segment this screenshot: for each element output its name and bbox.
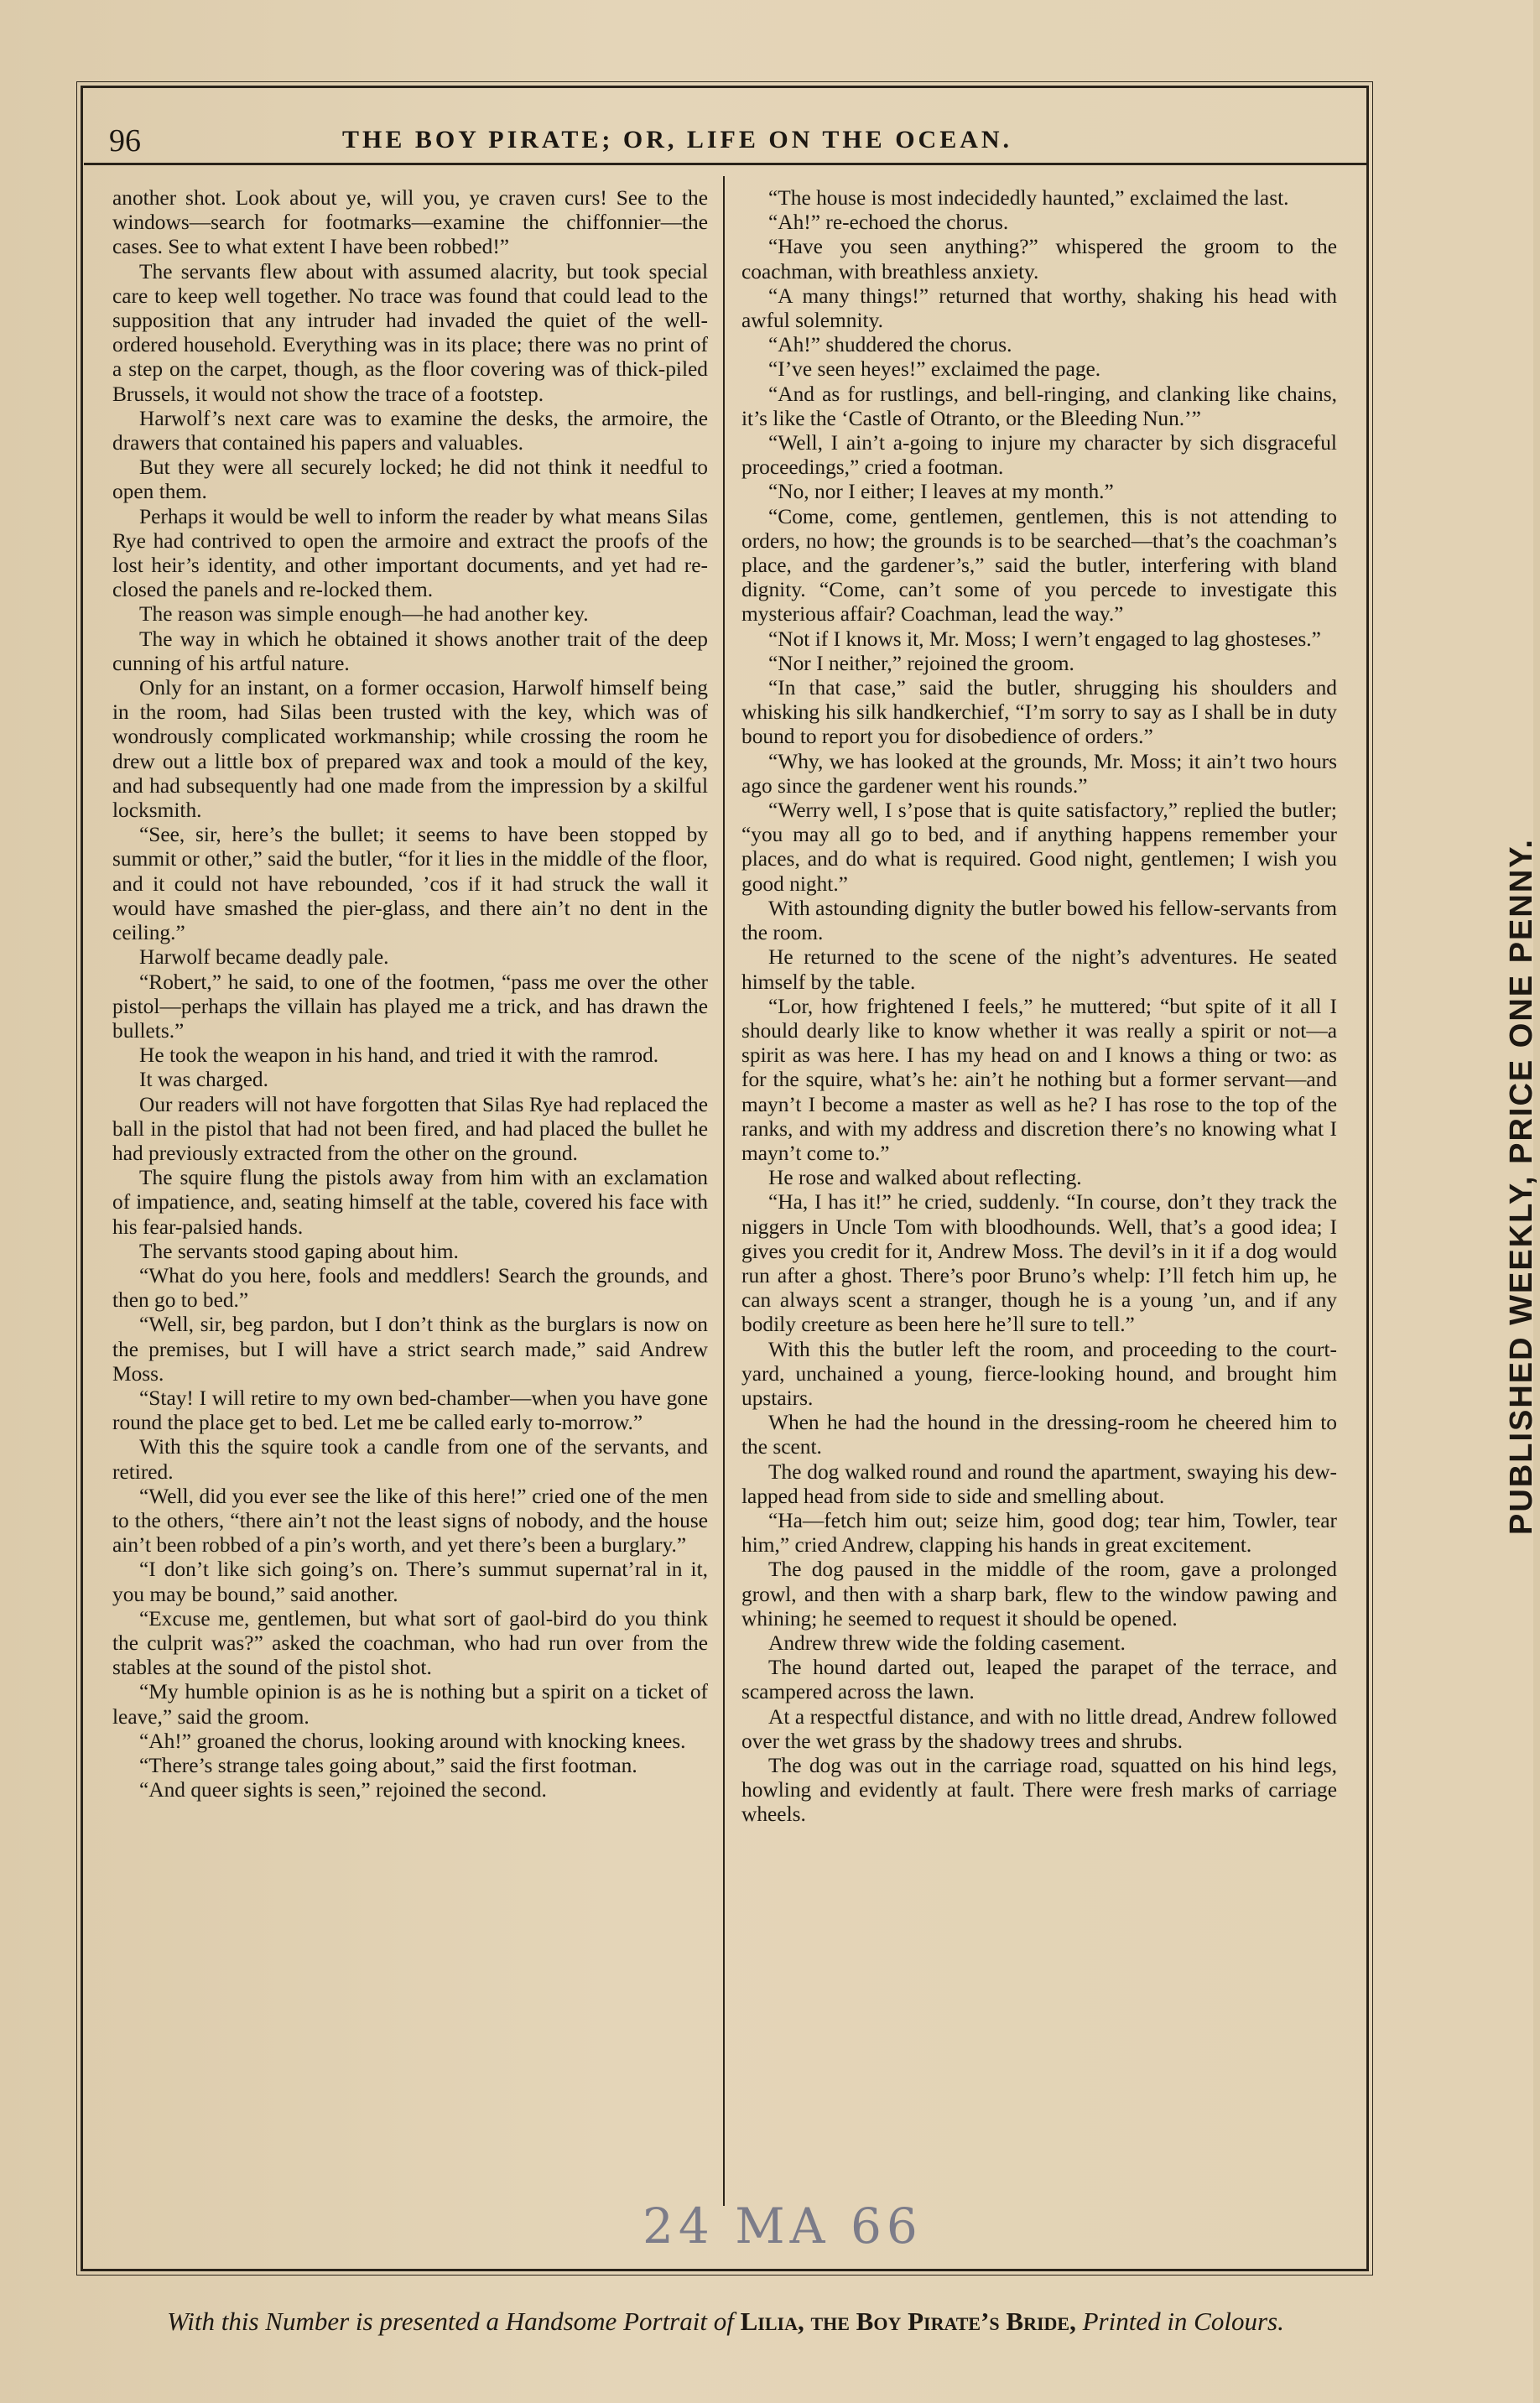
paragraph: “See, sir, here’s the bullet; it seems to have been stopped by summit or other,” said the butler, “for it lies in the middle of the floor, and it could not have rebounded, ’cos if it had struck the wall it would have smashed the pier-glass, and there ain’t no dent in the ceiling.” [112,823,708,945]
paragraph: “Not if I knows it, Mr. Moss; I wern’t engaged to lag ghosteses.” [768,627,1321,651]
paragraph: But they were all securely locked; he did not think it needful to open them. [112,455,708,504]
paragraph: The hound darted out, leaped the parapet of the terrace, and scampered across the lawn. [741,1656,1337,1704]
paragraph: “Excuse me, gentlemen, but what sort of gaol-bird do you think the culprit was?” asked the coachman, who had run over from the stables at the sound of the pistol shot. [112,1606,708,1680]
paragraph: “Well, I ain’t a-going to injure my character by sich disgraceful proceedings,” cried a footman. [741,431,1337,480]
paragraph: “Werry well, I s’pose that is quite satisfactory,” replied the butler; “you may all go to bed, and if anything happens remember your places, and do what is required. Good night, gentlemen; I wish you good night.” [741,798,1337,896]
paragraph: Andrew threw wide the folding casement. [768,1631,1126,1655]
paragraph: “Ah!” groaned the chorus, looking around with knocking knees. [139,1729,686,1753]
paragraph: “No, nor I either; I leaves at my month.” [768,480,1114,504]
paragraph: Harwolf became deadly pale. [139,945,389,970]
paragraph: “Come, come, gentlemen, gentlemen, this is not attending to orders, no how; the grounds is to be searched—that’s the coachman’s place, and the gardener’s,” said the butler, interfering with bland dignity. “Come, can’t some of you percede to investigate this mysterious affair? Coachman, lead the way.” [741,504,1337,627]
paragraph: With this the squire took a candle from one of the servants, and retired. [112,1435,708,1484]
paragraph: “A many things!” returned that worthy, shaking his head with awful solemnity. [741,283,1337,333]
paragraph: At a respectful distance, and with no little dread, Andrew followed over the wet grass by the shadowy trees and shrubs. [741,1704,1337,1753]
paragraph: He rose and walked about reflecting. [768,1166,1082,1190]
paragraph: “Ah!” re-echoed the chorus. [768,211,1009,235]
paragraph: Our readers will not have forgotten that Silas Rye had replaced the ball in the pistol that had not been fired, and had placed the bullet he had previously extracted from the other on the ground. [112,1092,708,1165]
paragraph: “Stay! I will retire to my own bed-chamber—when you have gone round the place get to bed. Let me be called early to-morrow.” [112,1386,708,1435]
paragraph: “Well, did you ever see the like of this here!” cried one of the men to the others, “there ain’t not the least signs of nobody, and the house ain’t been robbed of a pin’s worth, and yet there’s been a burglary.” [112,1484,708,1558]
paragraph: “Ah!” shuddered the chorus. [768,333,1012,357]
paragraph: “Nor I neither,” rejoined the groom. [768,651,1074,675]
paragraph: He took the weapon in his hand, and tried it with the ramrod. [139,1043,659,1068]
paragraph: “I’ve seen heyes!” exclaimed the page. [768,357,1101,382]
paragraph: “And queer sights is seen,” rejoined the second. [139,1778,547,1802]
side-notice: PUBLISHED WEEKLY, PRICE ONE PENNY. [1504,838,1539,1535]
paragraph: “Why, we has looked at the grounds, Mr. Moss; it ain’t two hours ago since the gardener went his rounds.” [741,749,1337,798]
column-divider [723,176,725,2206]
paragraph: The servants flew about with assumed alacrity, but took special care to keep well together. No trace was found that could lead to the supposition that any intruder had invaded the quiet of the well-ordered household. Everything was in its place; there was no print of a step on the carpet, though, as the floor covering was of thick-piled Brussels, it would not show the trace of a footstep. [112,259,708,406]
paragraph: With astounding dignity the butler bowed his fellow-servants from the room. [741,896,1337,945]
paragraph: “Lor, how frightened I feels,” he muttered; “but spite of it all I should dearly like to know whether it was really a spirit or not—a spirit as was here. I has my head on and I knows a thing or two: as for the squire, what’s he: ain’t he nothing but a former servant—and mayn’t I become a master as well as he? I has rose to the top of the ranks, and with my address and discretion there’s no knowing what I mayn’t come to.” [741,994,1337,1165]
paragraph: The dog was out in the carriage road, squatted on his hind legs, howling and evidently at fault. There were fresh marks of carriage wheels. [741,1754,1337,1827]
paragraph: He returned to the scene of the night’s adventures. He seated himself by the table. [741,945,1337,994]
paragraph: The dog paused in the middle of the room, gave a prolonged growl, and then with a sharp bark, flew to the window pawing and whining; he seemed to request it should be opened. [741,1558,1337,1631]
footer-notice [67,2305,1384,2338]
paragraph: “In that case,” said the butler, shrugging his shoulders and whisking his silk handkerchief, “I’m sorry to say as I shall be in duty bound to report you for disobedience of orders.” [741,676,1337,749]
paragraph: The servants stood gaping about him. [139,1239,459,1263]
paragraph: “My humble opinion is as he is nothing but a spirit on a ticket of leave,” said the groom. [112,1680,708,1729]
page-number: 96 [109,123,141,159]
paragraph: “The house is most indecidedly haunted,” exclaimed the last. [768,186,1289,210]
paragraph: “There’s strange tales going about,” said the first footman. [139,1754,637,1777]
paragraph: The squire flung the pistols away from him with an exclamation of impatience, and, seating himself at the table, covered his face with his fear-palsied hands. [112,1166,708,1239]
paragraph: Perhaps it would be well to inform the reader by what means Silas Rye had contrived to open the armoire and extract the proofs of the lost heir’s identity, and other important documents, and yet had re-closed the panels and re-locked them. [112,504,708,602]
running-title: THE BOY PIRATE; OR, LIFE ON THE OCEAN. [342,126,1013,153]
paragraph: “What do you here, fools and meddlers! Search the grounds, and then go to bed.” [112,1263,708,1313]
paragraph: “I don’t like sich going’s on. There’s summut supernat’ral in it, you may be bound,” said another. [112,1558,708,1606]
footer-text-start: With this Number is presented a Handsome Portrait of [167,2307,734,2336]
left-column [112,186,708,1802]
paragraph: another shot. Look about ye, will you, ye craven curs! See to the windows—search for footmarks—examine the chiffonnier—the cases. See to what extent I have been robbed!” [112,186,708,259]
paragraph: The way in which he obtained it shows another trait of the deep cunning of his artful nature. [112,627,708,675]
footer-portrait-name: Lilia, the Boy Pirate’s Bride, [740,2307,1076,2336]
paragraph: When he had the hound in the dressing-room he cheered him to the scent. [741,1411,1337,1459]
paragraph: The reason was simple enough—he had another key. [139,602,589,627]
paragraph: Harwolf’s next care was to examine the desks, the armoire, the drawers that contained his papers and valuables. [112,406,708,455]
paragraph: “Robert,” he said, to one of the footmen, “pass me over the other pistol—perhaps the villain has played me a trick, and has drawn the bullets.” [112,970,708,1043]
header-rule [84,163,1367,165]
footer-text-end: Printed in Colours. [1082,2307,1284,2336]
paragraph: “And as for rustlings, and bell-ringing, and clanking like chains, it’s like the ‘Castle of Otranto, or the Bleeding Nun.’” [741,382,1337,430]
paragraph: “Ha, I has it!” he cried, suddenly. “In course, don’t they track the niggers in Uncle Tom with bloodhounds. Well, that’s a good idea; I gives you credit for it, Andrew Moss. The devil’s in it if a dog would run after a ghost. There’s poor Bruno’s whelp: I’ll fetch him up, he can always scent a stranger, though he is a young ’un, and if any bodily creeture as been here he’ll sure to tell.” [741,1190,1337,1337]
paragraph: “Ha—fetch him out; seize him, good dog; tear him, Towler, tear him,” cried Andrew, clapping his hands in great excitement. [741,1508,1337,1558]
paragraph: Only for an instant, on a former occasion, Harwolf himself being in the room, had Silas been trusted with the key, which was of wondrously complicated workmanship; while crossing the room he drew out a little box of prepared wax and took a mould of the key, and had subsequently had one made from the impression by a skilful locksmith. [112,676,708,823]
right-column [741,186,1337,1828]
page-header [109,122,1334,163]
paragraph: “Well, sir, beg pardon, but I don’t think as the burglars is now on the premises, but I will have a strict search made,” said Andrew Moss. [112,1313,708,1386]
library-date-stamp: 24 MA 66 [643,2198,923,2255]
paragraph: The dog walked round and round the apartment, swaying his dew-lapped head from side to side and smelling about. [741,1459,1337,1508]
paragraph: “Have you seen anything?” whispered the groom to the coachman, with breathless anxiety. [741,235,1337,283]
paragraph: With this the butler left the room, and proceeding to the court-yard, unchained a young, fierce-looking hound, and brought him upstairs. [741,1337,1337,1410]
paragraph: It was charged. [139,1068,268,1092]
